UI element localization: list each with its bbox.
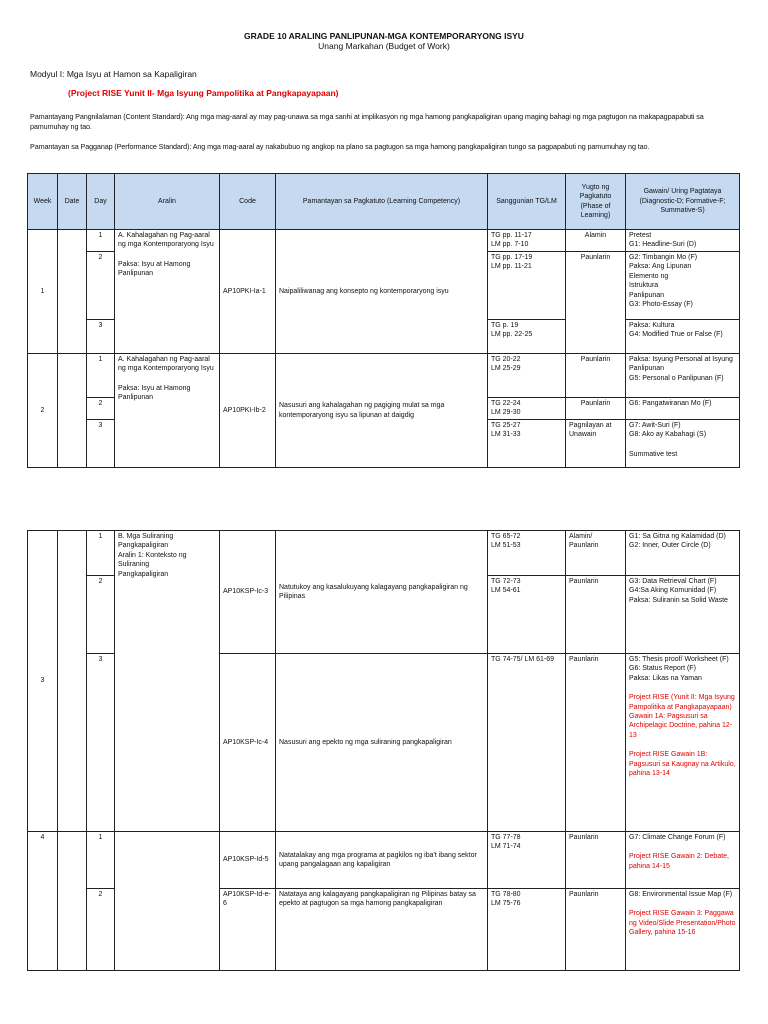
table-row bbox=[28, 354, 740, 398]
phase-cell: Paunlarin bbox=[566, 398, 626, 420]
day-cell: 2 bbox=[87, 889, 115, 971]
day-cell: 2 bbox=[87, 252, 115, 320]
phase-cell: Paunlarin bbox=[566, 889, 626, 971]
project-rise-gawain-2: Project RISE Gawain 2: Debate, pahina 14-15 bbox=[629, 853, 729, 870]
phase-cell: Paunlarin bbox=[566, 576, 626, 654]
header-aralin: Aralin bbox=[115, 174, 220, 230]
header-week: Week bbox=[28, 174, 58, 230]
header-gawain: Gawain/ Uring Pagtataya (Diagnostic-D; Formative-F; Summative-S) bbox=[626, 174, 740, 230]
ref-cell bbox=[488, 230, 566, 252]
competency-cell: Natutukoy ang kasalukuyang kalagayang pangkapaligiran ng Pilipinas bbox=[276, 531, 488, 654]
ref-cell bbox=[488, 889, 566, 971]
paksa-text: Paksa: Isyu at Hamong Panlipunan bbox=[118, 384, 191, 402]
week-cell: 1 bbox=[28, 230, 58, 354]
ref-cell bbox=[488, 531, 566, 576]
ref-text: TG pp. 11-17 LM pp. 7-10 bbox=[491, 232, 532, 249]
gawain-cell bbox=[626, 354, 740, 398]
phase-cell: Alamin/ Paunlarin bbox=[566, 531, 626, 576]
gawain-cell bbox=[626, 654, 740, 832]
competency-cell: Nasusuri ang epekto ng mga suliraning pangkapaligiran bbox=[276, 654, 488, 832]
phase-cell: Paunlarin bbox=[566, 832, 626, 889]
day-cell: 1 bbox=[87, 230, 115, 252]
ref-text: TG 22-24 LM 29-30 bbox=[491, 400, 521, 417]
day-cell: 3 bbox=[87, 420, 115, 468]
content-standard: Pamantayang Pangnilalaman (Content Standard): Ang mga mag-aaral ay may pag-unawa sa mga sanhi at implikasyon ng mga hamong pangkapaligiran upang maging bahagi ng mga pagtugon na makapagpapabuti sa pamumuhay ng tao. bbox=[30, 112, 704, 131]
header-yugto: Yugto ng Pagkatuto (Phase of Learning) bbox=[566, 174, 626, 230]
ref-cell bbox=[488, 398, 566, 420]
gawain-text: G8: Environmental Issue Map (F) bbox=[629, 891, 733, 898]
code-cell: AP10PKI-Ia-1 bbox=[220, 230, 276, 354]
gawain-cell bbox=[626, 230, 740, 252]
ref-cell bbox=[488, 576, 566, 654]
competency-cell: Natataya ang kalagayang pangkapaligiran ng Pilipinas batay sa epekto at pagtugon sa mga hamong pangkapaligiran bbox=[276, 889, 488, 971]
performance-standard: Pamantayan sa Pagganap (Performance Standard): Ang mga mag-aaral ay nakabubuo ng angkop na plano sa pagtugon sa mga hamong pangkapaligiran tungo sa pagpapabuti ng pamumuhay ng tao. bbox=[30, 142, 650, 151]
date-cell bbox=[58, 230, 87, 354]
week-cell: 4 bbox=[28, 832, 58, 971]
ref-text: TG p. 19 LM pp. 22-25 bbox=[491, 322, 533, 339]
day-cell: 3 bbox=[87, 320, 115, 354]
summative-test-text: Summative test bbox=[629, 450, 678, 458]
paksa-text: Paksa: Isyu at Hamong Panlipunan bbox=[118, 260, 191, 278]
code-cell: AP10PKI-Ib-2 bbox=[220, 354, 276, 468]
aralin-cell bbox=[115, 531, 220, 832]
aralin-cell-empty bbox=[115, 832, 220, 971]
date-cell bbox=[58, 354, 87, 468]
ref-cell bbox=[488, 252, 566, 320]
gawain-cell bbox=[626, 320, 740, 354]
gawain-text: G6: Pangatwiranan Mo (F) bbox=[629, 400, 712, 407]
aralin-cell-empty bbox=[115, 320, 220, 354]
phase-cell: Paunlarin bbox=[566, 354, 626, 398]
ref-cell bbox=[488, 832, 566, 889]
project-rise-heading: (Project RISE Yunit II- Mga Isyung Pampolitika at Pangkapayapaan) bbox=[68, 88, 339, 98]
document-subtitle: Unang Markahan (Budget of Work) bbox=[318, 41, 450, 51]
code-cell: AP10KSP-Ic-4 bbox=[220, 654, 276, 832]
gawain-text: G7: Climate Change Forum (F) bbox=[629, 834, 726, 841]
table-row bbox=[28, 230, 740, 252]
aralin-cell bbox=[115, 354, 220, 468]
ref-text: TG 78-80 LM 75-76 bbox=[491, 891, 521, 908]
table-header-row bbox=[28, 174, 740, 230]
ref-text: TG 20-22 LM 25-29 bbox=[491, 356, 521, 373]
ref-cell: TG 74-75/ LM 61-69 bbox=[488, 654, 566, 832]
phase-cell: Alamin bbox=[566, 230, 626, 252]
week-cell: 2 bbox=[28, 354, 58, 468]
day-cell: 2 bbox=[87, 398, 115, 420]
aralin-text: A. Kahalagahan ng Pag-aaral ng mga Kontemporaryong Isyu bbox=[118, 356, 214, 373]
ref-text: TG pp. 17-19 LM pp. 11-21 bbox=[491, 254, 533, 271]
header-day: Day bbox=[87, 174, 115, 230]
table-row bbox=[28, 531, 740, 576]
aralin-text: A. Kahalagahan ng Pag-aaral ng mga Kontemporaryong Isyu bbox=[118, 232, 214, 249]
code-cell: AP10KSP-Ic-3 bbox=[220, 531, 276, 654]
project-rise-gawain-3: Project RISE Gawain 3: Paggawa ng Video/Slide Presentation/Photo Gallery, pahina 15-16 bbox=[629, 910, 736, 937]
competency-cell: Natatalakay ang mga programa at pagkilos ng iba't ibang sektor upang pangalagaan ang kapaligiran bbox=[276, 832, 488, 889]
gawain-text: G1: Sa Gitna ng Kalamidad (D) G2: Inner, Outer Circle (D) bbox=[629, 533, 726, 550]
date-cell bbox=[58, 832, 87, 971]
week-cell: 3 bbox=[28, 531, 58, 832]
phase-cell: Paunlarin bbox=[566, 252, 626, 354]
table-row bbox=[28, 832, 740, 889]
day-cell: 1 bbox=[87, 832, 115, 889]
gawain-cell bbox=[626, 531, 740, 576]
header-date: Date bbox=[58, 174, 87, 230]
gawain-cell bbox=[626, 398, 740, 420]
gawain-text: G3: Data Retrieval Chart (F) G4:Sa Aking Komunidad (F) Paksa: Suliranin sa Solid Waste bbox=[629, 578, 728, 604]
header-code: Code bbox=[220, 174, 276, 230]
ref-cell bbox=[488, 320, 566, 354]
aralin-cell bbox=[115, 230, 220, 320]
competency-cell: Nasusuri ang kahalagahan ng pagiging mulat sa mga kontemporaryong isyu sa lipunan at daigdig bbox=[276, 354, 488, 468]
day-cell: 3 bbox=[87, 654, 115, 832]
header-competency: Pamantayan sa Pagkatuto (Learning Competency) bbox=[276, 174, 488, 230]
date-cell bbox=[58, 531, 87, 832]
project-rise-gawain-1a: Project RISE (Yunit II: Mga Isyung Pampolitika at Pangkapayapaan) Gawain 1A: Pagsusuri sa Archipelagic Doctrine, pahina 12-13 bbox=[629, 694, 735, 739]
phase-cell: Paunlarin bbox=[566, 654, 626, 832]
header-sanggunian: Sanggunian TG/LM bbox=[488, 174, 566, 230]
gawain-text: G5: Thesis proof/ Worksheet (F) G6: Status Report (F) Paksa: Likas na Yaman bbox=[629, 656, 729, 682]
modyul-heading: Modyul I: Mga Isyu at Hamon sa Kapaligiran bbox=[30, 69, 197, 79]
gawain-cell bbox=[626, 889, 740, 971]
gawain-cell bbox=[626, 576, 740, 654]
project-rise-gawain-1b: Project RISE Gawain 1B: Pagsusuri sa Kaugnay na Artikulo, pahina 13-14 bbox=[629, 751, 736, 778]
gawain-text: Pretest G1: Headline-Suri (D) bbox=[629, 232, 697, 249]
day-cell: 1 bbox=[87, 354, 115, 398]
code-cell: AP10KSP-Id-e-6 bbox=[220, 889, 276, 971]
code-cell: AP10KSP-Id-5 bbox=[220, 832, 276, 889]
competency-cell: Naipaliliwanag ang konsepto ng kontemporaryong isyu bbox=[276, 230, 488, 354]
gawain-cell bbox=[626, 252, 740, 320]
gawain-text: Paksa: Isyung Personal at Isyung Panlipunan G5: Personal o Panlipunan (F) bbox=[629, 356, 733, 382]
ref-text: TG 65-72 LM 51-53 bbox=[491, 533, 521, 550]
gawain-cell bbox=[626, 420, 740, 468]
ref-text: TG 77-78 LM 71-74 bbox=[491, 834, 521, 851]
gawain-cell bbox=[626, 832, 740, 889]
ref-cell bbox=[488, 354, 566, 398]
gawain-text: G2: Timbangin Mo (F) Paksa: Ang Lipunan Elemento ng Istruktura Panlipunan G3: Photo-Essay (F) bbox=[629, 254, 698, 309]
ref-cell bbox=[488, 420, 566, 468]
day-cell: 1 bbox=[87, 531, 115, 576]
budget-table-2 bbox=[27, 530, 740, 971]
day-cell: 2 bbox=[87, 576, 115, 654]
gawain-text: Paksa: Kultura G4: Modified True or False (F) bbox=[629, 322, 723, 339]
budget-table-1 bbox=[27, 173, 740, 468]
aralin-text: B. Mga Suliraning Pangkapaligiran Aralin 1: Konteksto ng Suliraning Pangkapaligiran bbox=[118, 533, 187, 578]
document-title: GRADE 10 ARALING PANLIPUNAN-MGA KONTEMPORARYONG ISYU bbox=[244, 31, 524, 41]
ref-text: TG 72-73 LM 54-61 bbox=[491, 578, 521, 595]
gawain-text: G7: Awit-Suri (F) G8: Ako ay Kabahagi (S) bbox=[629, 422, 707, 439]
ref-text: TG 25-27 LM 31-33 bbox=[491, 422, 521, 439]
phase-cell: Pagnilayan at Unawain bbox=[566, 420, 626, 468]
